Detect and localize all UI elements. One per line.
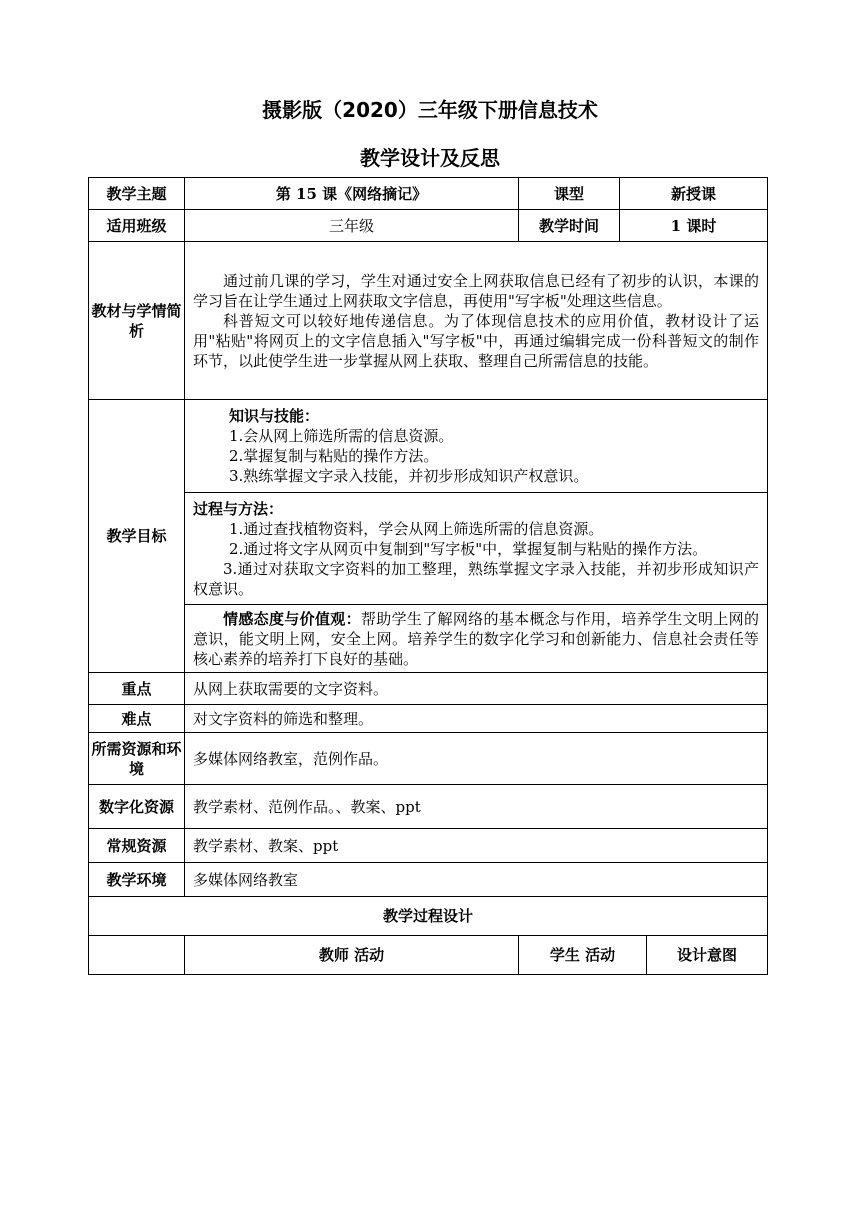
process-heading: 过程与方法： bbox=[193, 499, 284, 518]
table-row bbox=[89, 493, 768, 605]
analysis-paragraph: 通过前几课的学习，学生对通过安全上网获取信息已经有了初步的认识，本课的学习旨在让学生通过上网获取文字信息，再使用"写字板"处理这些信息。 bbox=[193, 271, 760, 310]
emotion-values-cell bbox=[185, 605, 768, 673]
lesson-type-value: 新授课 bbox=[620, 178, 768, 210]
table-row bbox=[89, 705, 768, 733]
list-item: 2.掌握复制与粘贴的操作方法。 bbox=[229, 447, 439, 465]
emotion-text: 帮助学生了解网络的基本概念与作用，培养学生文明上网的意识，能文明上网，安全上网。培养学生的数字化学习和创新能力、信息社会责任等核心素养的培养打下良好的基础。 bbox=[193, 609, 760, 668]
analysis-paragraph: 科普短文可以较好地传递信息。为了体现信息技术的应用价值，教材设计了运用"粘贴"将网页上的文字信息插入"写字板"中，再通过编辑完成一份科普短文的制作环节，以此使学生进一步掌握从网上获取、整理自己所需信息的技能。 bbox=[193, 311, 760, 370]
time-label: 教学时间 bbox=[519, 210, 620, 242]
key-point-label: 重点 bbox=[89, 673, 185, 705]
empty-cell bbox=[89, 936, 185, 975]
emotion-paragraph bbox=[193, 609, 759, 669]
table-row bbox=[89, 210, 768, 242]
list-item: 3.熟练掌握文字录入技能，并初步形成知识产权意识。 bbox=[229, 467, 589, 485]
design-intent-header: 设计意图 bbox=[647, 936, 768, 975]
knowledge-heading: 知识与技能： bbox=[229, 407, 320, 425]
table-row bbox=[89, 829, 768, 863]
process-design-heading: 教学过程设计 bbox=[89, 897, 768, 936]
digital-resources-value: 教学素材、范例作品。、教案、ppt bbox=[185, 785, 768, 829]
regular-resources-value: 教学素材、教案、ppt bbox=[185, 829, 768, 863]
difficulty-label: 难点 bbox=[89, 705, 185, 733]
resources-value: 多媒体网络教室，范例作品。 bbox=[185, 733, 768, 785]
grade-label: 适用班级 bbox=[89, 210, 185, 242]
list-item: 2.通过将文字从网页中复制到"写字板"中，掌握复制与粘贴的操作方法。 bbox=[229, 539, 708, 558]
grade-value: 三年级 bbox=[185, 210, 519, 242]
difficulty-value: 对文字资料的筛选和整理。 bbox=[185, 705, 768, 733]
table-row bbox=[89, 785, 768, 829]
environment-label: 教学环境 bbox=[89, 863, 185, 897]
table-row bbox=[89, 733, 768, 785]
table-row bbox=[89, 178, 768, 210]
table-row bbox=[89, 673, 768, 705]
document-subtitle: 教学设计及反思 bbox=[360, 146, 500, 170]
teacher-activity-header: 教师 活动 bbox=[185, 936, 519, 975]
digital-resources-label: 数字化资源 bbox=[89, 785, 185, 829]
topic-label: 教学主题 bbox=[89, 178, 185, 210]
lesson-type-label: 课型 bbox=[519, 178, 620, 210]
key-point-value: 从网上获取需要的文字资料。 bbox=[185, 673, 768, 705]
table-row bbox=[89, 242, 768, 400]
knowledge-skills-cell bbox=[185, 400, 768, 493]
table-row bbox=[89, 863, 768, 897]
analysis-content bbox=[185, 242, 768, 400]
analysis-label: 教材与学情简析 bbox=[89, 242, 185, 400]
document-title: 摄影版（2020）三年级下册信息技术 bbox=[262, 98, 598, 122]
table-row bbox=[89, 400, 768, 493]
list-item: 1.通过查找植物资料，学会从网上筛选所需的信息资源。 bbox=[229, 519, 604, 538]
resources-label: 所需资源和环境 bbox=[89, 733, 185, 785]
regular-resources-label: 常规资源 bbox=[89, 829, 185, 863]
goals-label: 教学目标 bbox=[89, 400, 185, 673]
table-row bbox=[89, 605, 768, 673]
topic-value: 第 15 课《网络摘记》 bbox=[185, 178, 519, 210]
environment-value: 多媒体网络教室 bbox=[185, 863, 768, 897]
time-value: 1 课时 bbox=[620, 210, 768, 242]
table-row bbox=[89, 897, 768, 936]
list-item: 3.通过对获取文字资料的加工整理，熟练掌握文字录入技能，并初步形成知识产权意识。 bbox=[193, 559, 760, 598]
lesson-plan-table bbox=[88, 177, 768, 975]
student-activity-header: 学生 活动 bbox=[519, 936, 647, 975]
process-methods-cell bbox=[185, 493, 768, 605]
table-row bbox=[89, 936, 768, 975]
list-item: 1.会从网上筛选所需的信息资源。 bbox=[229, 427, 454, 445]
emotion-heading: 情感态度与价值观： bbox=[223, 609, 361, 628]
